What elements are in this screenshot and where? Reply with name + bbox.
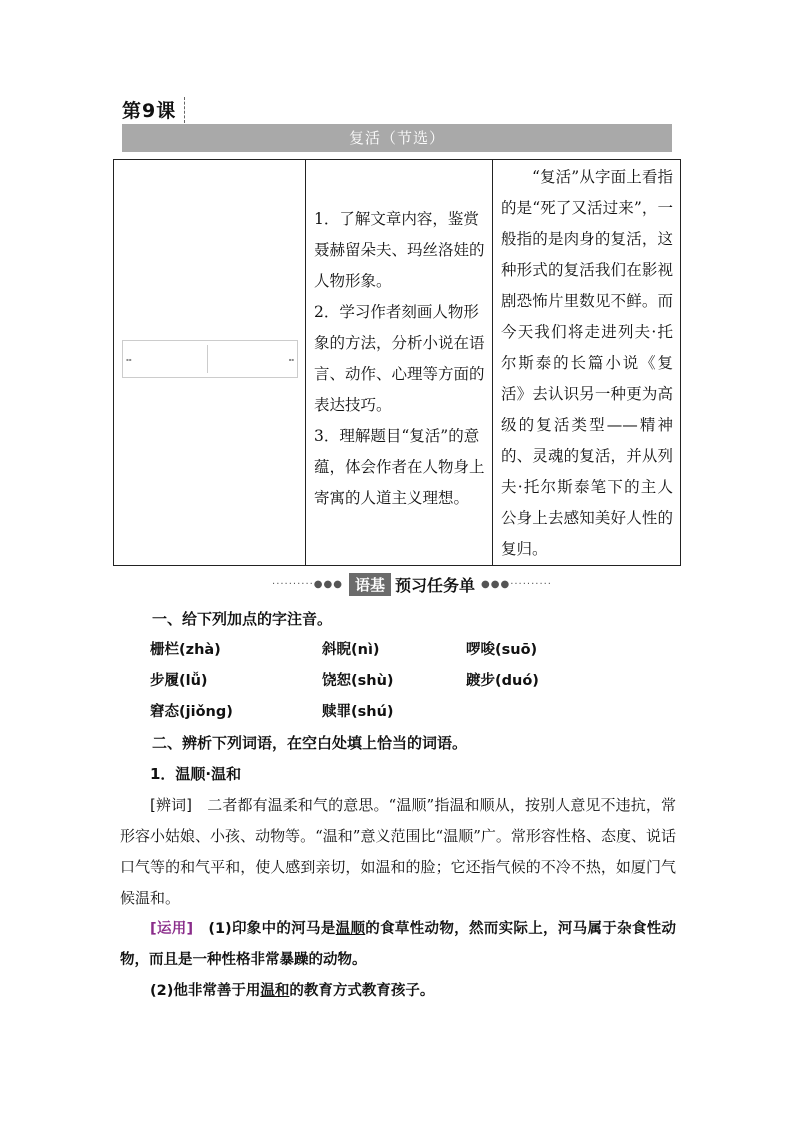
pinyin-item: 赎罪(shú) xyxy=(322,704,394,720)
pinyin-item: 窘态(jiǒng) xyxy=(150,704,233,720)
goal-item: 2．学习作者刻画人物形象的方法，分析小说在语言、动作、心理等方面的表达技巧。 xyxy=(314,303,485,414)
usage-1-after: 的食草性动物，然而实际上，河马属于杂食性动物，而且是一种性格非常暴躁的动物。 xyxy=(120,921,677,968)
banner-dots-left: ··········●●● xyxy=(272,578,343,590)
goal-item: 1．了解文章内容，鉴赏聂赫留朵夫、玛丝洛娃的人物形象。 xyxy=(314,210,485,290)
intro-table xyxy=(113,159,681,566)
pinyin-item: 啰唆(suō) xyxy=(466,642,538,658)
lesson-header xyxy=(122,96,185,123)
mind-map-node-left: ▪▪ xyxy=(126,356,132,362)
section-title: 预习任务单 xyxy=(395,575,476,595)
usage-2-before: (2)他非常善于用 xyxy=(150,983,261,999)
question-2-heading: 二、辨析下列词语，在空白处填上恰当的词语。 xyxy=(152,734,468,752)
yunyong-tag: [运用] xyxy=(150,921,194,937)
mind-map-node-right: ▪▪ xyxy=(288,356,294,362)
lesson-intro-cell xyxy=(493,160,680,565)
usage-1-answer: 温顺 xyxy=(335,921,366,937)
section-banner xyxy=(272,572,552,596)
bianci-text: 二者都有温柔和气的意思。“温顺”指温和顺从，按别人意见不违抗，常形容小姑娘、小孩、动物等。“温和”意义范围比“温顺”广。常形容性格、态度、说话口气等的和气平和，使人感到亲切，如温和的脸；它还指气候的不冷不热，如厦门气候温和。 xyxy=(120,796,676,907)
usage-sentence-1 xyxy=(120,914,676,976)
pinyin-item: 步履(lǚ) xyxy=(150,673,208,689)
mind-map-thumbnail xyxy=(122,340,298,378)
learning-goals-cell xyxy=(306,160,493,565)
lesson-title-bar: 复活（节选） xyxy=(122,124,672,152)
word-pair-title: 1．温顺·温和 xyxy=(150,765,242,783)
lesson-label: 第9课 xyxy=(122,100,177,122)
bianci-tag: [辨词] xyxy=(150,796,193,814)
lesson-intro-text: “复活”从字面上看指的是“死了又活过来”，一般指的是肉身的复活，这种形式的复活我们在影视剧恐怖片里数见不鲜。而今天我们将走进列夫·托尔斯泰的长篇小说《复活》去认识另一种更为高级的复活类型——精神的、灵魂的复活，并从列夫·托尔斯泰笔下的主人公身上去感知美好人性的复归。 xyxy=(501,168,673,558)
usage-sentence-2 xyxy=(120,976,676,1007)
mind-map-line xyxy=(207,345,208,373)
usage-1-before: (1)印象中的河马是 xyxy=(208,921,336,937)
bianci-paragraph xyxy=(120,790,676,914)
pinyin-item: 踱步(duó) xyxy=(466,673,539,689)
header-divider xyxy=(184,97,185,123)
section-badge: 语基 xyxy=(349,573,391,596)
mind-map-cell xyxy=(114,160,306,565)
banner-dots-right: ●●●·········· xyxy=(481,578,552,590)
pinyin-item: 饶恕(shù) xyxy=(322,673,394,689)
goal-item: 3．理解题目“复活”的意蕴，体会作者在人物身上寄寓的人道主义理想。 xyxy=(314,427,485,507)
usage-2-answer: 温和 xyxy=(260,983,290,999)
usage-2-after: 的教育方式教育孩子。 xyxy=(289,983,435,999)
pinyin-list xyxy=(120,635,676,728)
exercise-content xyxy=(120,604,676,1007)
question-1-heading: 一、给下列加点的字注音。 xyxy=(152,610,333,628)
pinyin-item: 栅栏(zhà) xyxy=(150,642,221,658)
pinyin-item: 斜睨(nì) xyxy=(322,642,380,658)
